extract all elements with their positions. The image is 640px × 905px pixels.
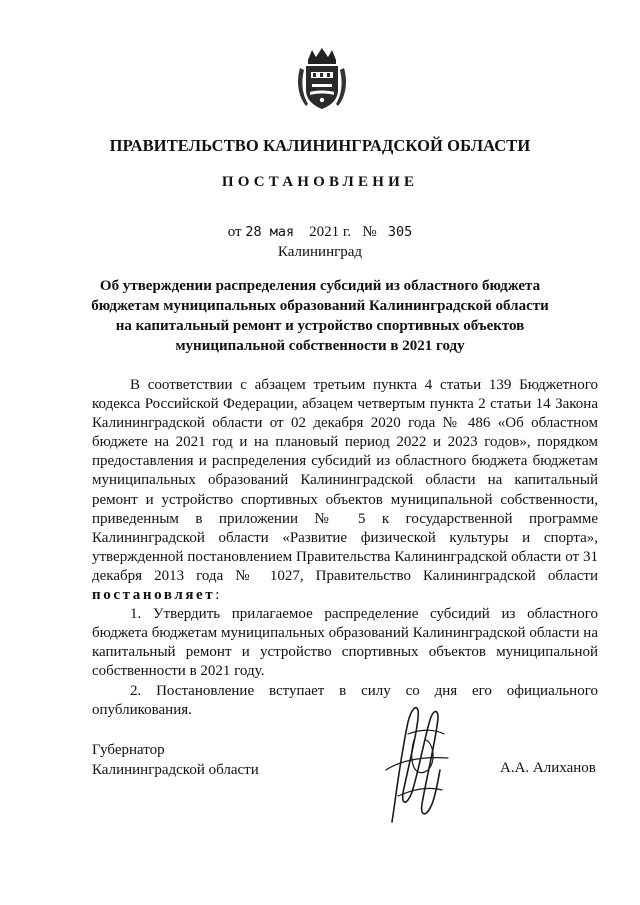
signatory-position <box>92 740 259 780</box>
document-type: ПОСТАНОВЛЕНИЕ <box>221 174 419 190</box>
coat-of-arms-icon <box>296 46 348 112</box>
document-title <box>60 276 580 356</box>
signatory-name: А.А. Алиханов <box>500 760 596 776</box>
document-body <box>92 376 598 720</box>
title-line: на капитальный ремонт и устройство спортивных объектов <box>115 318 525 334</box>
title-line: муниципальной собственности в 2021 году <box>175 338 465 354</box>
document-number: 305 <box>387 224 413 240</box>
clause-1: 1. Утвердить прилагаемое распределение субсидий из областного бюджета бюджетам муниципальных образований Калининградской области на капитальный ремонт и устройство спортивных объектов муниципальной собственности в 2021 году. <box>92 606 598 680</box>
preamble-text: В соответствии с абзацем третьим пункта 4 статьи 139 Бюджетного кодекса Российской Федерации, абзацем четвертым пункта 2 статьи 14 Закона Калининградской области от 02 декабря 2020 года № 486 «Об областном бюджете на 2021 год и на плановый период 2022 и 2023 годов», порядком предоставления и распределения субсидий из областного бюджета бюджетам муниципальных образований Калининградской области на капитальный ремонт и устройство спортивных объектов муниципальной собственности, приведенным в приложении № 5 к государственной программе Калининградской области «Развитие физической культуры и спорта», утвержденной постановлением Правительства Калининградской области от 31 декабря 2013 года № 1027, Правительство Калининградской области <box>92 377 598 584</box>
organization-name: ПРАВИТЕЛЬСТВО КАЛИНИНГРАДСКОЙ ОБЛАСТИ <box>109 136 531 155</box>
position-line: Калининградской области <box>92 762 259 778</box>
handwritten-signature-icon <box>378 700 458 828</box>
document-day-month: 28 мая <box>245 224 295 240</box>
document-dateline <box>0 224 640 241</box>
date-prefix: от <box>227 224 242 240</box>
document-city: Калининград <box>277 244 363 260</box>
preamble-paragraph <box>92 376 598 605</box>
title-line: Об утверждении распределения субсидий из областного бюджета <box>99 278 541 294</box>
clause-2: 2. Постановление вступает в силу со дня его официального опубликования. <box>92 682 598 718</box>
title-line: бюджетам муниципальных образований Калининградской области <box>91 298 549 314</box>
resolve-colon: : <box>215 587 220 604</box>
position-line: Губернатор <box>92 742 165 758</box>
number-sign: № <box>362 224 377 240</box>
resolve-word: постановляет <box>92 587 216 604</box>
document-year: 2021 г. <box>309 224 352 240</box>
